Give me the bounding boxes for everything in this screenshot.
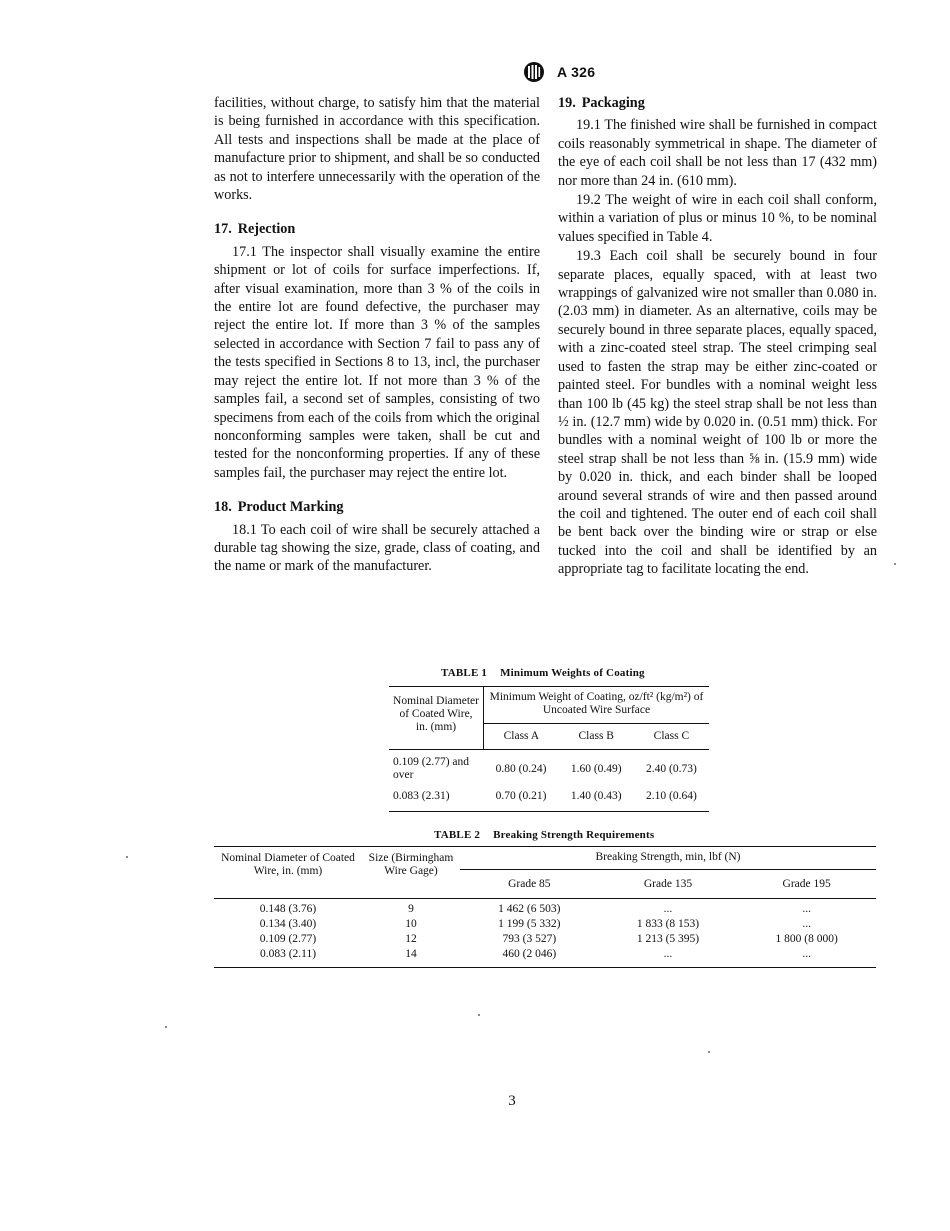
table-row [214,932,876,947]
table-cell: 14 [405,948,417,960]
table-label: TABLE 1 [441,667,488,679]
table-cell: 12 [405,933,417,945]
table-cell: 9 [408,903,414,915]
left-column [214,94,540,576]
section-number: 18. [214,499,232,516]
table-title: Minimum Weights of Coating [500,667,645,679]
column-header: Grade 85 [460,870,599,899]
table-spanner-header: Minimum Weight of Coating, oz/ft² (kg/m²) of Uncoated Wire Surface [484,687,710,724]
column-header: Class C [634,724,709,750]
column-header: Class B [559,724,634,750]
right-column [558,94,877,579]
table-2-caption [434,829,654,841]
table-cell: ... [663,948,673,960]
scan-speck [165,1026,167,1028]
table-row [389,750,709,785]
scan-speck [126,856,128,858]
table-cell: ... [802,903,811,915]
section-title: Rejection [237,221,296,238]
table-cell: 0.70 (0.21) [495,790,547,802]
section-title: Product Marking [237,499,344,516]
table-cell: 0.109 (2.77) [259,933,317,945]
table-title: Breaking Strength Requirements [493,829,655,841]
table-cell: 1 800 (8 000) [775,933,838,945]
section-18 [214,498,540,576]
section-number: 19. [558,95,576,111]
scan-speck [478,1014,480,1016]
table-row [214,917,876,932]
table-cell: 1 462 (6 503) [498,903,561,915]
section-heading [214,220,540,238]
table-cell: 2.40 (0.73) [646,762,697,775]
table-cell: 1 213 (5 395) [636,933,700,945]
paragraph-19-3: 19.3 Each coil shall be securely bound in four separate places, equally spaced, with at least two wrappings of galvanized wire not smaller than 0.080 in. (2.03 mm) in diameter. As an alternative, coils may be securely bound in three separate places, equally spaced, with a zinc-coated steel strap. The steel crimping seal used to fasten the strap may be either zinc-coated or painted steel. For bundles with a nominal weight less than 100 lb (45 kg) the steel strap shall be not less than ½ in. (12.7 mm) wide by 0.020 in. (0.51 mm) thick. For bundles with a nominal weight of 100 lb or more the steel strap shall be not less than ⅝ in. (15.9 mm) wide by 0.020 in. thick, and each binder shall be looped around several strands of wire and then passed around the coil and tightened. The outer end of each coil shall be bent back over the binding wire or strap or else tucked into the coil and shall be identified by an appropriate tag to facilitate locating the end. [558,248,877,578]
table-cell: 0.083 (2.31) [393,790,450,802]
table-cell: 0.109 (2.77) and over [393,756,470,781]
table-label: TABLE 2 [434,829,481,841]
table-cell: ... [802,918,811,930]
standard-designation: A 326 [557,64,596,80]
scan-speck [708,1051,710,1053]
table-cell: 0.80 (0.24) [495,762,547,775]
table-cell: 0.083 (2.11) [259,948,317,960]
table-cell: 460 (2 046) [502,948,557,960]
table-row [214,947,876,968]
table-cell: 10 [405,918,417,930]
table-stub-header: Nominal Diameter of Coated Wire, in. (mm) [214,847,362,899]
table-spanner-header: Breaking Strength, min, lbf (N) [460,847,876,870]
table-cell: 2.10 (0.64) [646,790,697,802]
table-cell: 1.40 (0.43) [570,790,622,802]
table-size-header: Size (Birmingham Wire Gage) [362,847,460,899]
table-cell: 1 833 (8 153) [636,918,700,930]
paragraph-17-1: 17.1 The inspector shall visually examine the entire shipment or lot of coils for surface imperfections. If, after visual examination, more than 3 % of the coils in the entire lot are found defective, the purchaser may reject the entire lot. If more than 3 % of the samples selected in accordance with Section 7 fail to pass any of the tests specified in Sections 8 to 13, incl, the purchaser may reject the entire lot. If not more than 3 % of the samples fail, a second set of samples, consisting of two specimens from each of the coils from which the original nonconforming samples were taken, shall be cut and tested for the nonconforming properties. If any of these samples fail, the purchaser may reject the entire lot. [214,243,540,481]
paragraph-19-1: 19.1 The finished wire shall be furnished in compact coils reasonably symmetrical in shape. The diameter of the eye of each coil shall be not less than 17 (432 mm) nor more than 24 in. (610 mm). [558,117,877,189]
table-stub-header: Nominal Diameter of Coated Wire, in. (mm) [389,687,484,750]
section-heading [214,498,540,516]
section-title: Packaging [581,95,645,111]
section-17 [214,220,540,482]
page-number: 3 [508,1093,516,1109]
table-cell: 1 199 (5 332) [498,918,561,930]
table-cell: ... [802,948,811,960]
table-cell: 1.60 (0.49) [570,762,622,775]
paragraph-18-1: 18.1 To each coil of wire shall be securely attached a durable tag showing the size, grade, class of coating, and the name or mark of the manufacturer. [214,521,540,575]
scan-speck [894,563,896,565]
astm-logo-icon [523,61,545,83]
table-cell: 0.148 (3.76) [259,903,317,915]
table-cell: 0.134 (3.40) [259,918,317,930]
page-header [523,60,595,84]
table-cell: ... [663,903,673,915]
column-header: Grade 195 [737,870,876,899]
column-header: Class A [484,724,559,750]
section-heading [558,94,877,112]
continued-paragraph: facilities, without charge, to satisfy him that the material is being furnished in accordance with this specification. All tests and inspections shall be made at the place of manufacture prior to shipment, and shall be so conducted as not to interfere unnecessarily with the operation of the works. [214,95,540,204]
column-header: Grade 135 [599,870,738,899]
table-cell: 793 (3 527) [502,933,557,945]
table-1 [389,686,709,812]
table-row [214,899,876,918]
paragraph-19-2: 19.2 The weight of wire in each coil shall conform, within a variation of plus or minus 10 %, to be nominal values specified in Table 4. [558,192,877,245]
section-number: 17. [214,221,232,238]
table-row [389,784,709,812]
table-2 [214,846,876,968]
table-1-caption [441,667,645,679]
